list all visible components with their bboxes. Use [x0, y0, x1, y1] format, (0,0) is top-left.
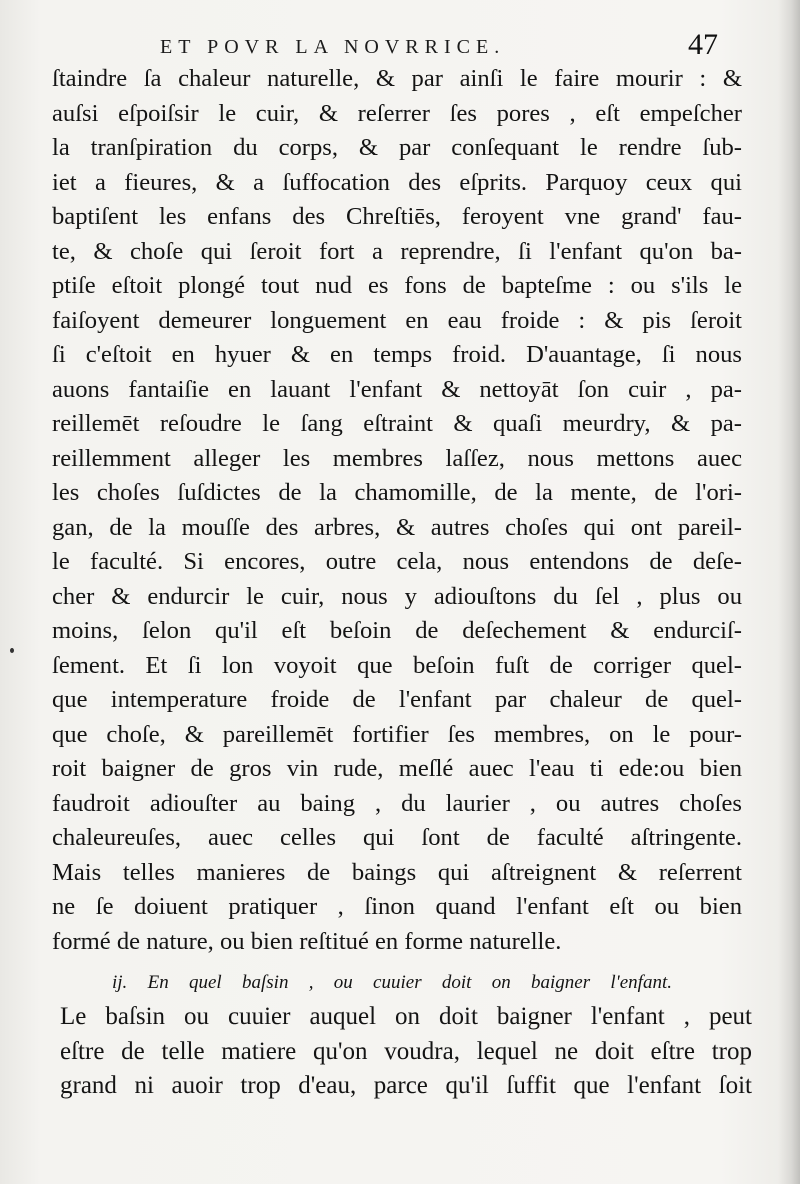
- text-line: eſtre de telle matiere qu'on voudra, lequel ne doit eſtre trop: [60, 1037, 752, 1065]
- text-line: le faculté. Si encores, outre cela, nous entendons de deſe-: [52, 548, 742, 575]
- text-line: reillemment alleger les membres laſſez, nous mettons auec: [52, 444, 742, 472]
- text-line: les choſes ſuſdictes de la chamomille, de la mente, de l'ori-: [52, 479, 742, 506]
- text-line: moins, ſelon qu'il eſt beſoin de deſechement & endurciſ-: [52, 617, 742, 644]
- text-line: cher & endurcir le cuir, nous y adiouſtons du ſel , plus ou: [52, 582, 742, 610]
- text-line: ſi c'eſtoit en hyuer & en temps froid. D'auantage, ſi nous: [52, 341, 742, 368]
- page-number: 47: [688, 28, 718, 61]
- text-line: grand ni auoir trop d'eau, parce qu'il ſuffit que l'enfant ſoit: [60, 1072, 752, 1099]
- text-line: formé de nature, ou bien reſtitué en forme naturelle.: [52, 927, 562, 955]
- text-line: ne ſe doiuent pratiquer , ſinon quand l'enfant eſt ou bien: [52, 893, 742, 920]
- text-line: te, & choſe qui ſeroit fort a reprendre, ſi l'enfant qu'on ba-: [52, 237, 742, 265]
- text-line: roit baigner de gros vin rude, meſlé auec l'eau ti ede:ou bien: [52, 755, 742, 782]
- page-edge-shadow: [778, 0, 800, 1184]
- ink-speck: [10, 648, 14, 653]
- text-line: Mais telles manieres de baings qui aſtreignent & reſerrent: [52, 858, 742, 886]
- text-line: faiſoyent demeurer longuement en eau froide : & pis ſeroit: [52, 306, 742, 334]
- text-line: reillemēt reſoudre le ſang eſtraint & quaſi meurdry, & pa-: [52, 410, 742, 437]
- section-text-block: [60, 1000, 752, 1104]
- text-line: que intemperature froide de l'enfant par chaleur de quel-: [52, 686, 742, 713]
- text-line: que choſe, & pareillemēt fortifier ſes membres, on le pour-: [52, 720, 742, 748]
- text-line: Le baſsin ou cuuier auquel on doit baigner l'enfant , peut: [60, 1003, 752, 1030]
- text-line: faudroit adiouſter au baing , du laurier , ou autres choſes: [52, 789, 742, 817]
- text-line: ptiſe eſtoit plongé tout nud es fons de bapteſme : ou s'ils le: [52, 272, 742, 299]
- running-title: ET POVR LA NOVRRICE.: [160, 36, 506, 58]
- text-line: ſtaindre ſa chaleur naturelle, & par ainſi le faire mourir : &: [52, 65, 742, 92]
- text-line: chaleureuſes, auec celles qui ſont de faculté aſtringente.: [52, 824, 742, 851]
- main-text-block: [52, 62, 742, 959]
- text-line: baptiſent les enfans des Chreſtiēs, feroyent vne grand' fau-: [52, 203, 742, 230]
- text-line: la tranſpiration du corps, & par conſequant le rendre ſub-: [52, 134, 742, 161]
- text-line: auſsi eſpoiſsir le cuir, & reſerrer ſes pores , eſt empeſcher: [52, 99, 742, 127]
- text-line: gan, de la mouſſe des arbres, & autres choſes qui ont pareil-: [52, 513, 742, 541]
- text-line: auons fantaiſie en lauant l'enfant & nettoyāt ſon cuir , pa-: [52, 375, 742, 403]
- text-line: iet a fieures, & a ſuffocation des eſprits. Parquoy ceux qui: [52, 168, 742, 196]
- text-line: ſement. Et ſi lon voyoit que beſoin fuſt de corriger quel-: [52, 651, 742, 679]
- section-heading: ij. En quel baſsin , ou cuuier doit on baigner l'enfant.: [112, 972, 672, 993]
